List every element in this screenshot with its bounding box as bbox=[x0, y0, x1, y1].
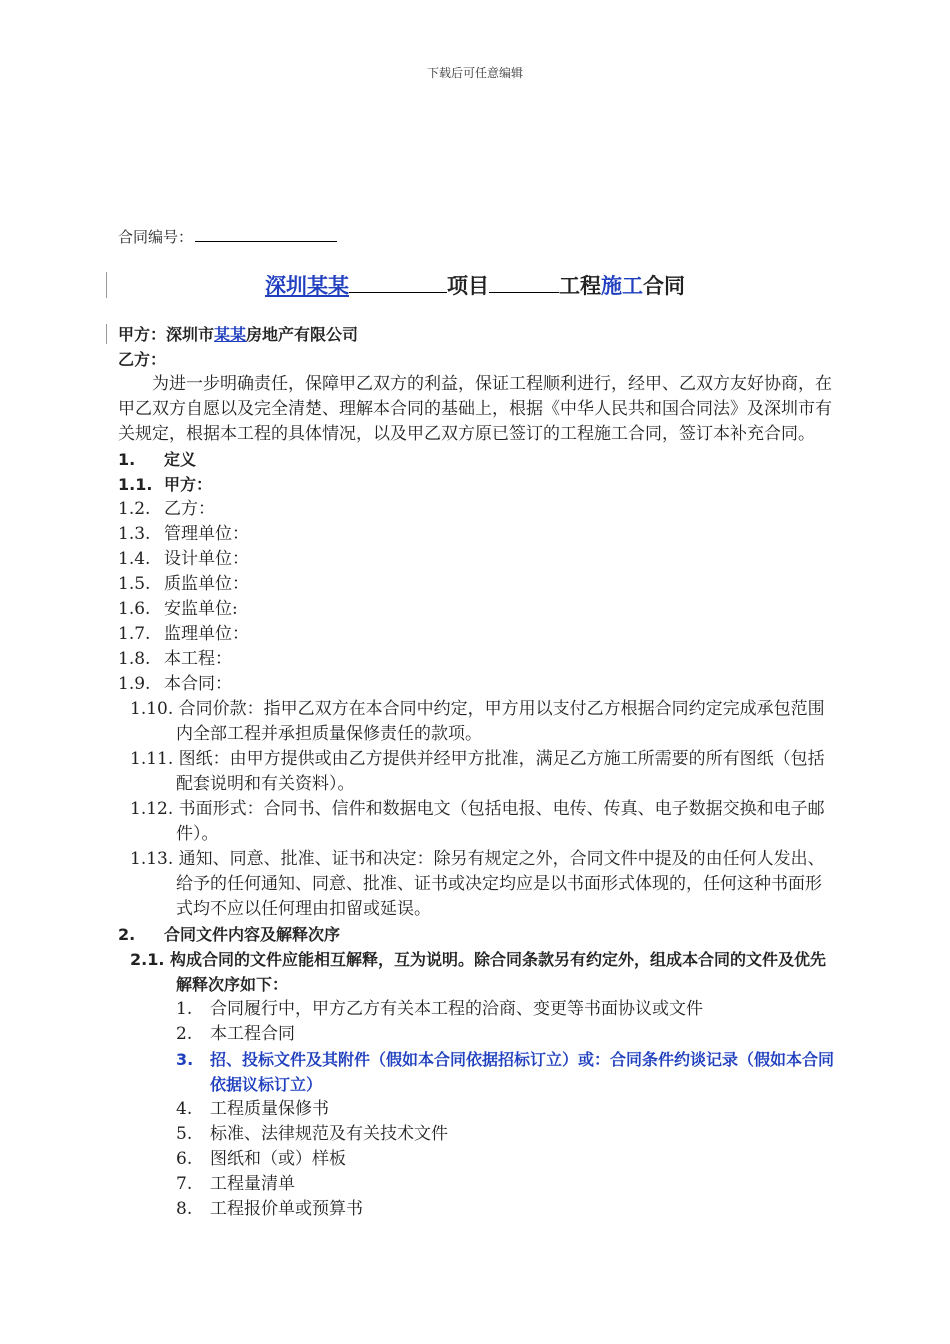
list-number: 5. bbox=[176, 1124, 193, 1144]
definition-number: 1.9. bbox=[118, 674, 151, 694]
contract-number-field bbox=[118, 226, 337, 247]
document-title bbox=[0, 270, 950, 300]
document-list-item bbox=[118, 1147, 838, 1172]
definition-item bbox=[118, 647, 838, 672]
definition-item bbox=[118, 547, 838, 572]
definition-text: 书面形式：合同书、信件和数据电文（包括电报、电传、传真、电子数据交换和电子邮件）。 bbox=[176, 799, 825, 844]
list-text: 工程质量保修书 bbox=[210, 1099, 329, 1119]
document-list-item bbox=[118, 997, 838, 1022]
section-1-title: 定义 bbox=[164, 450, 197, 469]
document-list-item bbox=[118, 1022, 838, 1047]
definition-number: 1.2. bbox=[118, 499, 151, 519]
list-text: 工程报价单或预算书 bbox=[210, 1199, 363, 1219]
party-a bbox=[118, 322, 838, 347]
definition-item bbox=[118, 497, 838, 522]
definition-text: 乙方： bbox=[164, 499, 215, 519]
definition-number: 1.1. bbox=[118, 475, 153, 494]
definition-number: 1.6. bbox=[118, 599, 151, 619]
definition-number: 1.13. bbox=[130, 849, 174, 869]
document-list-item bbox=[118, 1122, 838, 1147]
revision-bar bbox=[106, 324, 107, 344]
long-definition-item bbox=[118, 747, 838, 797]
list-number: 6. bbox=[176, 1149, 193, 1169]
definition-text: 图纸：由甲方提供或由乙方提供并经甲方批准，满足乙方施工所需要的所有图纸（包括配套说明和有关资料）。 bbox=[176, 749, 825, 794]
title-part-3: 工程 bbox=[559, 274, 601, 298]
definition-number: 1.8. bbox=[118, 649, 151, 669]
list-text: 本工程合同 bbox=[210, 1024, 295, 1044]
definition-number: 1.5. bbox=[118, 574, 151, 594]
definition-number: 1.3. bbox=[118, 524, 151, 544]
intro-paragraph: 为进一步明确责任，保障甲乙双方的利益，保证工程顺利进行，经甲、乙双方友好协商，在甲乙双方自愿以及完全清楚、理解本合同的基础上，根据《中华人民共和国合同法》及深圳市有关规定，根据本工程的具体情况，以及甲乙双方原已签订的工程施工合同，签订本补充合同。 bbox=[118, 374, 832, 444]
list-number: 1. bbox=[176, 999, 193, 1019]
document-list-item-highlighted bbox=[118, 1047, 838, 1097]
definition-number: 1.11. bbox=[130, 749, 174, 769]
clause-2-1 bbox=[118, 947, 838, 997]
clause-text: 构成合同的文件应能相互解释，互为说明。除合同条款另有约定外，组成本合同的文件及优先解释次序如下： bbox=[170, 950, 827, 994]
long-definition-item bbox=[118, 847, 838, 922]
list-number: 7. bbox=[176, 1174, 193, 1194]
definition-text: 设计单位： bbox=[164, 549, 249, 569]
definition-number: 1.10. bbox=[130, 699, 174, 719]
party-a-suffix: 房地产有限公司 bbox=[246, 325, 359, 344]
definition-text: 管理单位： bbox=[164, 524, 249, 544]
definition-number: 1.4. bbox=[118, 549, 151, 569]
definition-text: 安监单位: bbox=[164, 599, 238, 619]
definition-item bbox=[118, 622, 838, 647]
contract-number-blank bbox=[195, 227, 337, 242]
long-definition-item bbox=[118, 797, 838, 847]
section-2-title: 合同文件内容及解释次序 bbox=[164, 925, 341, 944]
document-body bbox=[118, 322, 838, 1222]
document-list-item bbox=[118, 1097, 838, 1122]
title-part-2: 项目 bbox=[447, 274, 489, 298]
title-blank-2 bbox=[489, 274, 559, 293]
party-a-prefix: 甲方：深圳市 bbox=[118, 325, 215, 344]
title-part-1: 深圳某某 bbox=[265, 274, 349, 298]
definition-number: 1.7. bbox=[118, 624, 151, 644]
party-b: 乙方： bbox=[118, 350, 167, 369]
definition-text: 合同价款：指甲乙双方在本合同中约定，甲方用以支付乙方根据合同约定完成承包范围内全部工程并承担质量保修责任的款项。 bbox=[176, 699, 825, 744]
list-text: 图纸和（或）样板 bbox=[210, 1149, 346, 1169]
list-text: 合同履行中，甲方乙方有关本工程的洽商、变更等书面协议或文件 bbox=[210, 999, 703, 1019]
list-number: 2. bbox=[176, 1024, 193, 1044]
long-definition-item bbox=[118, 697, 838, 747]
title-part-5: 合同 bbox=[643, 274, 685, 298]
definition-text: 质监单位： bbox=[164, 574, 249, 594]
definition-item bbox=[118, 522, 838, 547]
list-text: 招、投标文件及其附件（假如本合同依据招标订立）或：合同条件约谈记录（假如本合同依据议标订立） bbox=[210, 1050, 835, 1094]
section-1-number: 1. bbox=[118, 450, 136, 469]
definition-text: 甲方： bbox=[164, 475, 213, 494]
title-blank-1 bbox=[349, 274, 447, 293]
list-number: 3. bbox=[176, 1050, 194, 1069]
list-text: 工程量清单 bbox=[210, 1174, 295, 1194]
definition-item bbox=[118, 472, 838, 497]
definition-text: 本合同： bbox=[164, 674, 232, 694]
document-list-item bbox=[118, 1172, 838, 1197]
list-number: 8. bbox=[176, 1199, 193, 1219]
contract-number-label: 合同编号： bbox=[118, 228, 194, 246]
section-2-heading bbox=[118, 922, 838, 947]
clause-number: 2.1. bbox=[130, 950, 165, 969]
definition-text: 通知、同意、批准、证书和决定：除另有规定之外，合同文件中提及的由任何人发出、给予的任何通知、同意、批准、证书或决定均应是以书面形式体现的，任何这种书面形式均不应以任何理由扣留或延误。 bbox=[176, 849, 825, 919]
title-part-4: 施工 bbox=[601, 274, 643, 298]
section-2-number: 2. bbox=[118, 925, 136, 944]
list-text: 标准、法律规范及有关技术文件 bbox=[210, 1124, 448, 1144]
definition-number: 1.12. bbox=[130, 799, 174, 819]
list-number: 4. bbox=[176, 1099, 193, 1119]
party-a-name: 某某 bbox=[214, 325, 247, 344]
definition-item bbox=[118, 672, 838, 697]
document-list-item bbox=[118, 1197, 838, 1222]
header-note: 下载后可任意编辑 bbox=[426, 66, 523, 80]
definition-item bbox=[118, 597, 838, 622]
definition-text: 本工程： bbox=[164, 649, 232, 669]
definition-text: 监理单位： bbox=[164, 624, 249, 644]
definition-item bbox=[118, 572, 838, 597]
section-1-heading bbox=[118, 447, 838, 472]
